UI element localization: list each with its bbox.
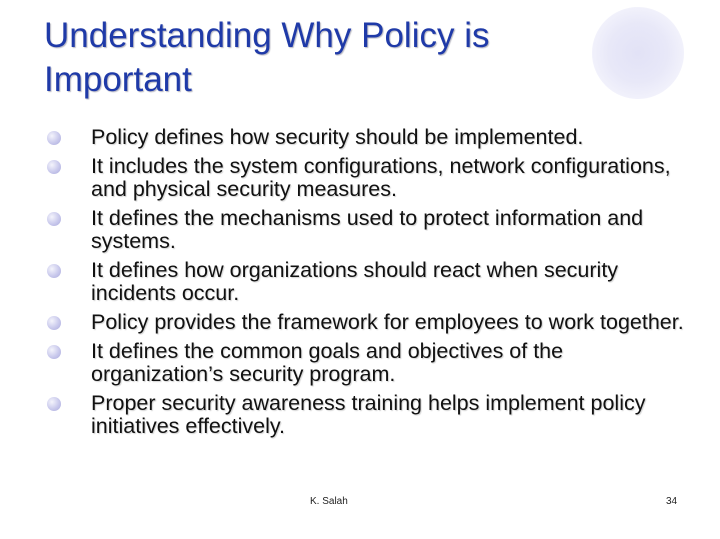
bullet-text: It includes the system configurations, network configurations, and physical security measures.	[91, 154, 671, 201]
bullet-list	[44, 126, 684, 444]
bullet-text: Proper security awareness training helps implement policy initiatives effectively.	[91, 391, 646, 438]
bullet-item	[44, 340, 684, 386]
bullet-text: Policy provides the framework for employees to work together.	[91, 310, 684, 334]
bullet-text: It defines the common goals and objectives of the organization’s security program.	[91, 339, 564, 386]
bullet-item	[44, 311, 684, 334]
slide-title: Understanding Why Policy is Important	[44, 16, 490, 99]
bullet-text: It defines how organizations should react when security incidents occur.	[91, 258, 619, 305]
page-number: 34	[666, 496, 678, 507]
circle-bullet-icon	[47, 264, 61, 278]
bullet-item	[44, 207, 684, 253]
footer-author: K. Salah	[310, 496, 348, 507]
circle-bullet-icon	[47, 131, 61, 145]
bullet-item	[44, 392, 684, 438]
bullet-text: Policy defines how security should be implemented.	[91, 125, 584, 149]
circle-bullet-icon	[47, 212, 61, 226]
bullet-item	[44, 155, 684, 201]
bullet-item	[44, 259, 684, 305]
circle-bullet-icon	[47, 397, 61, 411]
bullet-text: It defines the mechanisms used to protect information and systems.	[91, 206, 644, 253]
circle-bullet-icon	[47, 316, 61, 330]
circle-bullet-icon	[47, 160, 61, 174]
bullet-item	[44, 126, 684, 149]
decorative-circle-icon	[592, 7, 684, 99]
circle-bullet-icon	[47, 345, 61, 359]
